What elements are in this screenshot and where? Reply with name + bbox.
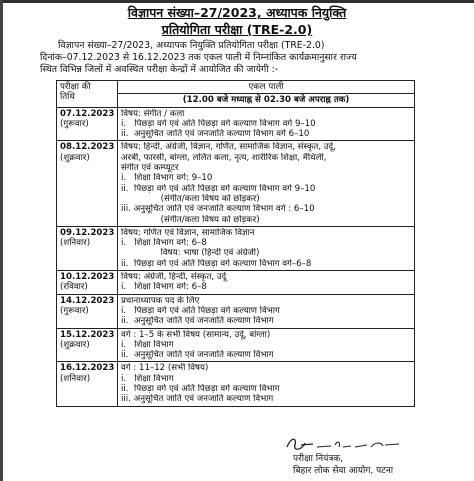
subject-line: ii. पिछड़ा वर्ग एवं अति पिछड़ा वर्ग कल्याण विभाग वर्ग 9–10 (121, 183, 316, 194)
subject-line: i. शिक्षा विभाग वर्ग: 6–8 (121, 238, 207, 249)
exam-date: 08.12.2023 (60, 142, 115, 153)
exam-day: (शनिवार) (60, 373, 91, 384)
date-header-line: तिथि (60, 92, 75, 103)
exam-day: (गुरूवार) (60, 118, 89, 129)
subject-line: विषय: भाषा (हिन्दी एवं अंग्रेजी) (147, 248, 260, 259)
table-header-row (57, 81, 415, 94)
subject-cell (118, 271, 415, 295)
subject-line: iii. अनुसूचित जाति एवं जनजाति कल्याण विभाग वर्ग : 6–10 (121, 204, 315, 215)
subject-line: i. शिक्षा विभाग वर्ग: 6–8 (121, 282, 207, 293)
subject-cell (118, 294, 415, 328)
signatory-organization: बिहार लोक सेवा आयोग, पटना (293, 466, 394, 476)
table-body (57, 107, 415, 406)
subject-line: i. शिक्षा विभाग (121, 339, 174, 350)
subject-line: iii. अनुसूचित जाति एवं जनजाति कल्याण विभाग (121, 394, 274, 405)
subject-line: ii. अनुसूचित जाति एवं जनजाति कल्याण विभाग वर्ग 6–10 (121, 129, 310, 140)
signatory-designation: परीक्षा नियंत्रक, (293, 454, 344, 464)
date-cell (57, 107, 118, 141)
date-cell (57, 141, 118, 226)
subject-line: प्रधानाध्यापक पद के लिए (121, 295, 200, 306)
date-header-line: परीक्षा की (60, 82, 91, 92)
table-row (57, 294, 415, 328)
intro-line: स्थित विभिन्न जिलों में अवस्थित परीक्षा केन्द्रों में आयोजित की जायेगी :- (40, 64, 279, 75)
subject-line: ii. अनुसूचित जाति एवं जनजाति कल्याण विभाग (121, 316, 274, 327)
exam-day: (गुरूवार) (60, 305, 89, 316)
subject-line: i. पिछड़ा वर्ग एवं अति पिछड़ा वर्ग कल्याण विभाग वर्ग 9–10 (121, 118, 316, 129)
intro-line: दिनांक–07.12.2023 से 16.12.2023 तक एकल पाली में निम्नांकित कार्यक्रमानुसार राज्य (40, 52, 357, 63)
subject-line: (संगीत/कला विषय को छोड़कर) (147, 193, 260, 204)
table-row (57, 362, 415, 406)
subject-cell (118, 328, 415, 362)
exam-date: 10.12.2023 (60, 272, 115, 283)
date-cell (57, 271, 118, 295)
subject-cell (118, 226, 415, 270)
exam-date: 09.12.2023 (60, 227, 115, 238)
subject-cell (118, 107, 415, 141)
exam-day: (शुक्रवार) (60, 152, 90, 163)
subject-line: i. पिछड़ा वर्ग एवं अति पिछड़ा वर्ग कल्याण विभाग (121, 305, 280, 316)
subject-line: (संगीत/कला विषय को छोड़कर) (147, 214, 260, 225)
table-row (57, 141, 415, 226)
intro-paragraph (40, 40, 460, 76)
subject-line: ii. अनुसूचित जाति एवं जनजाति कल्याण विभाग (121, 350, 274, 361)
subject-line: विषय: अंग्रेजी, हिन्दी, संस्कृत, उर्दू (121, 272, 227, 283)
subject-line: वर्ग : 1–5 के सभी विषय (सामान्य, उर्दू, बांग्ला) (121, 329, 271, 340)
date-cell (57, 226, 118, 270)
date-cell (57, 362, 118, 406)
document-subtitle: प्रतियोगिता परीक्षा (TRE-2.0) (161, 22, 313, 37)
exam-schedule-table (56, 80, 415, 407)
subject-line: अरबी, फारसी, बांग्ला, ललित कला, नृत्य, शारीरिक शिक्षा, मैथिली, (121, 152, 327, 163)
exam-day: (शनिवार) (60, 238, 91, 249)
left-border (0, 0, 3, 481)
document-title: विज्ञापन संख्या–27/2023, अध्यापक नियुक्ति (127, 5, 347, 20)
exam-date: 14.12.2023 (60, 295, 115, 306)
subject-cell (118, 362, 415, 406)
date-column-header (57, 81, 118, 108)
date-cell (57, 328, 118, 362)
subject-line: विषय: गणित एवं विज्ञान, सामाजिक विज्ञान (121, 227, 255, 238)
shift-column-header: एकल पाली (118, 81, 415, 94)
subject-line: i. शिक्षा विभाग (121, 373, 174, 384)
subject-line: विषय: संगीत / कला (121, 108, 185, 119)
table-row (57, 107, 415, 141)
top-border (0, 0, 474, 3)
subject-line: ii. पिछड़ा वर्ग एवं अति पिछड़ा वर्ग कल्याण विभाग (121, 384, 280, 395)
subject-cell (118, 141, 415, 226)
subject-line: संगीत एवं कम्प्यूटर (121, 163, 179, 174)
handwritten-signature (283, 433, 403, 455)
shift-time: (12.00 बजे मध्याह्न से 02.30 बजे अपराह्न तक) (118, 94, 415, 107)
exam-date: 15.12.2023 (60, 329, 115, 340)
table-row (57, 328, 415, 362)
subject-line: वर्ग : 11–12 (सभी विषय) (121, 363, 209, 374)
exam-day: (रविवार) (60, 282, 88, 293)
subject-line: i. शिक्षा विभाग वर्ग: 9–10 (121, 173, 213, 184)
intro-line: विज्ञापन संख्या–27/2023, अध्यापक नियुक्ति प्रतियोगिता परीक्षा (TRE-2.0) (58, 40, 325, 51)
table-row (57, 226, 415, 270)
exam-day: (शुक्रवार) (60, 339, 90, 350)
exam-date: 16.12.2023 (60, 363, 115, 374)
subject-line: विषय: हिन्दी, अंग्रेजी, विज्ञान, गणित, सामाजिक विज्ञान, संस्कृत, उर्दू, (121, 142, 336, 153)
subject-line: ii. पिछड़ा वर्ग एवं अति पिछड़ा वर्ग कल्याण विभाग वर्ग–6–8 (121, 258, 312, 269)
signatory-block (293, 453, 393, 477)
date-cell (57, 294, 118, 328)
table-row (57, 271, 415, 295)
exam-date: 07.12.2023 (60, 108, 115, 119)
